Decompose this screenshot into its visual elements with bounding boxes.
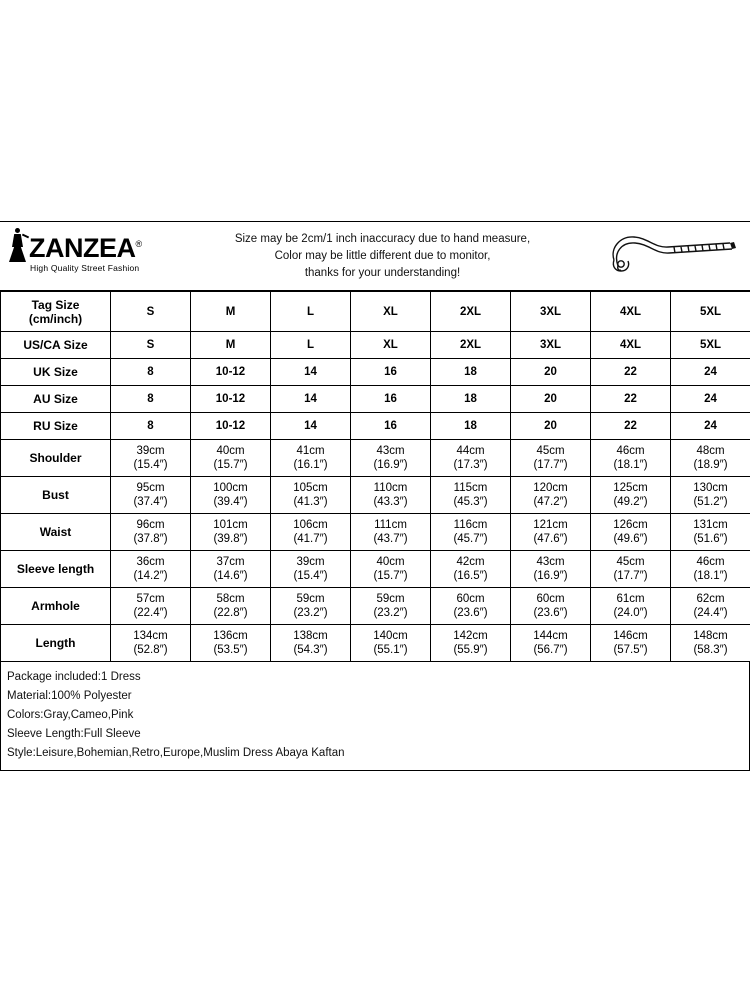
value-inch: (23.2″)	[293, 607, 328, 619]
row-value-5	[511, 551, 591, 588]
value-cm: 48cm	[696, 445, 725, 457]
row-value-7: 24	[671, 359, 750, 386]
header-label-cell	[1, 292, 111, 332]
table-header-row	[1, 292, 750, 332]
value-inch: (52.8″)	[133, 644, 168, 656]
row-value-7: 24	[671, 386, 750, 413]
woman-figure-icon	[8, 228, 28, 262]
product-details	[0, 662, 750, 771]
row-value-0: 8	[111, 413, 191, 440]
row-value-4	[431, 440, 511, 477]
value-cm: 120cm	[533, 482, 568, 494]
row-value-1	[191, 588, 271, 625]
detail-line: Sleeve Length:Full Sleeve	[7, 728, 141, 740]
header-size-cell-6: 4XL	[591, 292, 671, 332]
value-cm: 115cm	[453, 482, 488, 494]
row-value-2: L	[271, 332, 351, 359]
row-value-0: S	[111, 332, 191, 359]
value-cm: 36cm	[136, 556, 165, 568]
value-inch: (24.4″)	[693, 607, 728, 619]
table-row	[1, 386, 750, 413]
value-cm: 59cm	[296, 593, 325, 605]
value-cm: 60cm	[536, 593, 565, 605]
value-cm: 126cm	[613, 519, 648, 531]
value-inch: (45.7″)	[453, 533, 488, 545]
value-cm: 39cm	[136, 445, 165, 457]
value-inch: (43.7″)	[373, 533, 408, 545]
value-cm: 131cm	[693, 519, 728, 531]
value-inch: (15.4″)	[133, 459, 168, 471]
row-value-0	[111, 551, 191, 588]
value-inch: (15.7″)	[373, 570, 408, 582]
row-value-4: 18	[431, 386, 511, 413]
value-inch: (18.9″)	[693, 459, 728, 471]
value-cm: 39cm	[296, 556, 325, 568]
row-value-6	[591, 551, 671, 588]
value-inch: (16.9″)	[373, 459, 408, 471]
row-value-4	[431, 588, 511, 625]
notice-line-1: Size may be 2cm/1 inch inaccuracy due to hand measure,	[234, 233, 531, 245]
value-inch: (49.2″)	[613, 496, 648, 508]
value-cm: 142cm	[453, 630, 488, 642]
row-value-0	[111, 514, 191, 551]
row-value-7	[671, 625, 750, 662]
row-value-3	[351, 625, 431, 662]
row-label: Length	[1, 625, 111, 662]
value-inch: (15.4″)	[293, 570, 328, 582]
row-value-5	[511, 514, 591, 551]
row-value-6: 22	[591, 386, 671, 413]
value-cm: 138cm	[293, 630, 328, 642]
value-inch: (41.3″)	[293, 496, 328, 508]
value-inch: (16.5″)	[453, 570, 488, 582]
row-value-4	[431, 477, 511, 514]
value-inch: (43.3″)	[373, 496, 408, 508]
value-cm: 144cm	[533, 630, 568, 642]
row-value-2: 14	[271, 413, 351, 440]
row-value-6	[591, 588, 671, 625]
value-inch: (47.6″)	[533, 533, 568, 545]
header-size-cell-2: L	[271, 292, 351, 332]
row-value-1	[191, 625, 271, 662]
row-label: US/CA Size	[1, 332, 111, 359]
value-cm: 59cm	[376, 593, 405, 605]
table-row	[1, 477, 750, 514]
value-cm: 125cm	[613, 482, 648, 494]
value-cm: 96cm	[136, 519, 165, 531]
row-value-1	[191, 551, 271, 588]
row-value-6: 22	[591, 413, 671, 440]
value-cm: 57cm	[136, 593, 165, 605]
header-size-cell-4: 2XL	[431, 292, 511, 332]
value-cm: 111cm	[374, 519, 407, 531]
row-value-1	[191, 440, 271, 477]
row-value-2: 14	[271, 386, 351, 413]
value-inch: (16.1″)	[293, 459, 328, 471]
row-value-4	[431, 514, 511, 551]
row-value-7: 24	[671, 413, 750, 440]
value-cm: 105cm	[293, 482, 328, 494]
row-label: AU Size	[1, 386, 111, 413]
header-size-cell-3: XL	[351, 292, 431, 332]
value-inch: (55.9″)	[453, 644, 488, 656]
value-inch: (22.8″)	[213, 607, 248, 619]
header-label-line2: (cm/inch)	[28, 311, 83, 326]
value-cm: 41cm	[296, 445, 325, 457]
measurement-notice	[175, 231, 590, 282]
table-row	[1, 332, 750, 359]
row-value-3: 16	[351, 413, 431, 440]
row-value-5: 20	[511, 359, 591, 386]
row-value-3: XL	[351, 332, 431, 359]
row-value-2	[271, 477, 351, 514]
value-inch: (49.6″)	[613, 533, 648, 545]
value-cm: 136cm	[213, 630, 248, 642]
value-inch: (41.7″)	[293, 533, 328, 545]
row-value-0	[111, 625, 191, 662]
row-value-4: 2XL	[431, 332, 511, 359]
value-cm: 134cm	[133, 630, 168, 642]
header-size-cell-7: 5XL	[671, 292, 750, 332]
row-value-1: 10-12	[191, 413, 271, 440]
row-value-3	[351, 588, 431, 625]
header-label-line1: Tag Size	[31, 297, 80, 312]
value-cm: 106cm	[293, 519, 328, 531]
size-chart-body	[1, 292, 750, 662]
value-inch: (54.3″)	[293, 644, 328, 656]
row-value-0	[111, 477, 191, 514]
row-value-1	[191, 514, 271, 551]
row-value-6	[591, 625, 671, 662]
value-cm: 46cm	[696, 556, 725, 568]
table-row	[1, 413, 750, 440]
row-value-5: 20	[511, 413, 591, 440]
row-value-2	[271, 440, 351, 477]
value-inch: (53.5″)	[213, 644, 248, 656]
row-value-7	[671, 551, 750, 588]
value-inch: (56.7″)	[533, 644, 568, 656]
value-cm: 100cm	[213, 482, 248, 494]
value-cm: 43cm	[376, 445, 405, 457]
detail-line: Colors:Gray,Cameo,Pink	[7, 709, 134, 721]
value-cm: 43cm	[536, 556, 565, 568]
row-value-0	[111, 440, 191, 477]
row-label: Bust	[1, 477, 111, 514]
tape-measure-icon	[608, 230, 738, 282]
value-cm: 95cm	[136, 482, 165, 494]
value-inch: (16.9″)	[533, 570, 568, 582]
notice-line-3: thanks for your understanding!	[304, 267, 461, 279]
row-value-4	[431, 625, 511, 662]
value-inch: (17.3″)	[453, 459, 488, 471]
value-inch: (24.0″)	[613, 607, 648, 619]
value-cm: 42cm	[456, 556, 485, 568]
row-value-0: 8	[111, 359, 191, 386]
row-value-5	[511, 625, 591, 662]
value-inch: (23.6″)	[453, 607, 488, 619]
row-value-5: 3XL	[511, 332, 591, 359]
value-inch: (14.6″)	[213, 570, 248, 582]
row-value-3	[351, 440, 431, 477]
detail-line: Style:Leisure,Bohemian,Retro,Europe,Muslim Dress Abaya Kaftan	[7, 747, 345, 759]
row-label: RU Size	[1, 413, 111, 440]
value-cm: 62cm	[696, 593, 725, 605]
row-value-4: 18	[431, 413, 511, 440]
value-inch: (17.7″)	[533, 459, 568, 471]
value-cm: 101cm	[213, 519, 248, 531]
row-value-3: 16	[351, 386, 431, 413]
value-inch: (51.2″)	[693, 496, 728, 508]
row-label: Armhole	[1, 588, 111, 625]
value-cm: 60cm	[456, 593, 485, 605]
value-inch: (55.1″)	[373, 644, 408, 656]
row-value-6	[591, 514, 671, 551]
value-cm: 37cm	[216, 556, 245, 568]
row-value-5	[511, 440, 591, 477]
value-cm: 61cm	[616, 593, 645, 605]
value-cm: 44cm	[456, 445, 485, 457]
value-inch: (51.6″)	[693, 533, 728, 545]
size-chart-table	[0, 291, 750, 662]
value-inch: (39.4″)	[213, 496, 248, 508]
value-cm: 121cm	[533, 519, 568, 531]
row-value-1: 10-12	[191, 386, 271, 413]
row-value-6	[591, 440, 671, 477]
row-value-0: 8	[111, 386, 191, 413]
brand-logo	[8, 228, 168, 286]
value-cm: 40cm	[376, 556, 405, 568]
row-value-7: 5XL	[671, 332, 750, 359]
value-inch: (15.7″)	[213, 459, 248, 471]
row-value-4	[431, 551, 511, 588]
row-value-1: 10-12	[191, 359, 271, 386]
row-value-3	[351, 551, 431, 588]
row-label: Sleeve length	[1, 551, 111, 588]
table-row	[1, 588, 750, 625]
row-value-5	[511, 477, 591, 514]
row-value-2	[271, 514, 351, 551]
row-label: Waist	[1, 514, 111, 551]
row-value-2: 14	[271, 359, 351, 386]
row-value-5: 20	[511, 386, 591, 413]
header-size-cell-0: S	[111, 292, 191, 332]
row-label: UK Size	[1, 359, 111, 386]
brand-name-text: ZANZEA	[29, 233, 136, 263]
value-cm: 116cm	[453, 519, 488, 531]
table-row	[1, 514, 750, 551]
detail-line: Material:100% Polyester	[7, 690, 132, 702]
row-value-3	[351, 477, 431, 514]
registered-mark: ®	[135, 239, 142, 249]
value-inch: (58.3″)	[693, 644, 728, 656]
row-value-3: 16	[351, 359, 431, 386]
header-size-cell-5: 3XL	[511, 292, 591, 332]
row-value-1	[191, 477, 271, 514]
detail-line: Package included:1 Dress	[7, 671, 141, 683]
row-value-6: 22	[591, 359, 671, 386]
value-inch: (23.2″)	[373, 607, 408, 619]
table-row	[1, 625, 750, 662]
value-inch: (22.4″)	[133, 607, 168, 619]
row-label: Shoulder	[1, 440, 111, 477]
value-cm: 46cm	[616, 445, 645, 457]
row-value-6	[591, 477, 671, 514]
row-value-7	[671, 588, 750, 625]
row-value-2	[271, 551, 351, 588]
row-value-6: 4XL	[591, 332, 671, 359]
value-cm: 130cm	[693, 482, 728, 494]
value-inch: (18.1″)	[693, 570, 728, 582]
value-inch: (45.3″)	[453, 496, 488, 508]
value-inch: (18.1″)	[613, 459, 648, 471]
value-cm: 148cm	[693, 630, 728, 642]
row-value-7	[671, 440, 750, 477]
value-inch: (37.4″)	[133, 496, 168, 508]
notice-line-2: Color may be little different due to monitor,	[274, 250, 491, 262]
value-cm: 146cm	[613, 630, 648, 642]
row-value-7	[671, 514, 750, 551]
value-inch: (14.2″)	[133, 570, 168, 582]
value-cm: 140cm	[373, 630, 408, 642]
table-row	[1, 440, 750, 477]
value-inch: (39.8″)	[213, 533, 248, 545]
value-inch: (23.6″)	[533, 607, 568, 619]
value-cm: 40cm	[216, 445, 245, 457]
row-value-1: M	[191, 332, 271, 359]
row-value-2	[271, 625, 351, 662]
brand-tagline: High Quality Street Fashion	[30, 263, 140, 273]
row-value-3	[351, 514, 431, 551]
value-cm: 45cm	[616, 556, 645, 568]
row-value-2	[271, 588, 351, 625]
row-value-4: 18	[431, 359, 511, 386]
value-cm: 58cm	[216, 593, 245, 605]
size-chart-sheet	[0, 221, 750, 771]
brand-name	[29, 230, 142, 262]
value-cm: 110cm	[373, 482, 408, 494]
value-cm: 45cm	[536, 445, 565, 457]
chart-header	[0, 221, 750, 291]
table-row	[1, 551, 750, 588]
row-value-0	[111, 588, 191, 625]
header-size-cell-1: M	[191, 292, 271, 332]
row-value-7	[671, 477, 750, 514]
row-value-5	[511, 588, 591, 625]
value-inch: (57.5″)	[613, 644, 648, 656]
value-inch: (37.8″)	[133, 533, 168, 545]
value-inch: (17.7″)	[613, 570, 648, 582]
table-row	[1, 359, 750, 386]
value-inch: (47.2″)	[533, 496, 568, 508]
